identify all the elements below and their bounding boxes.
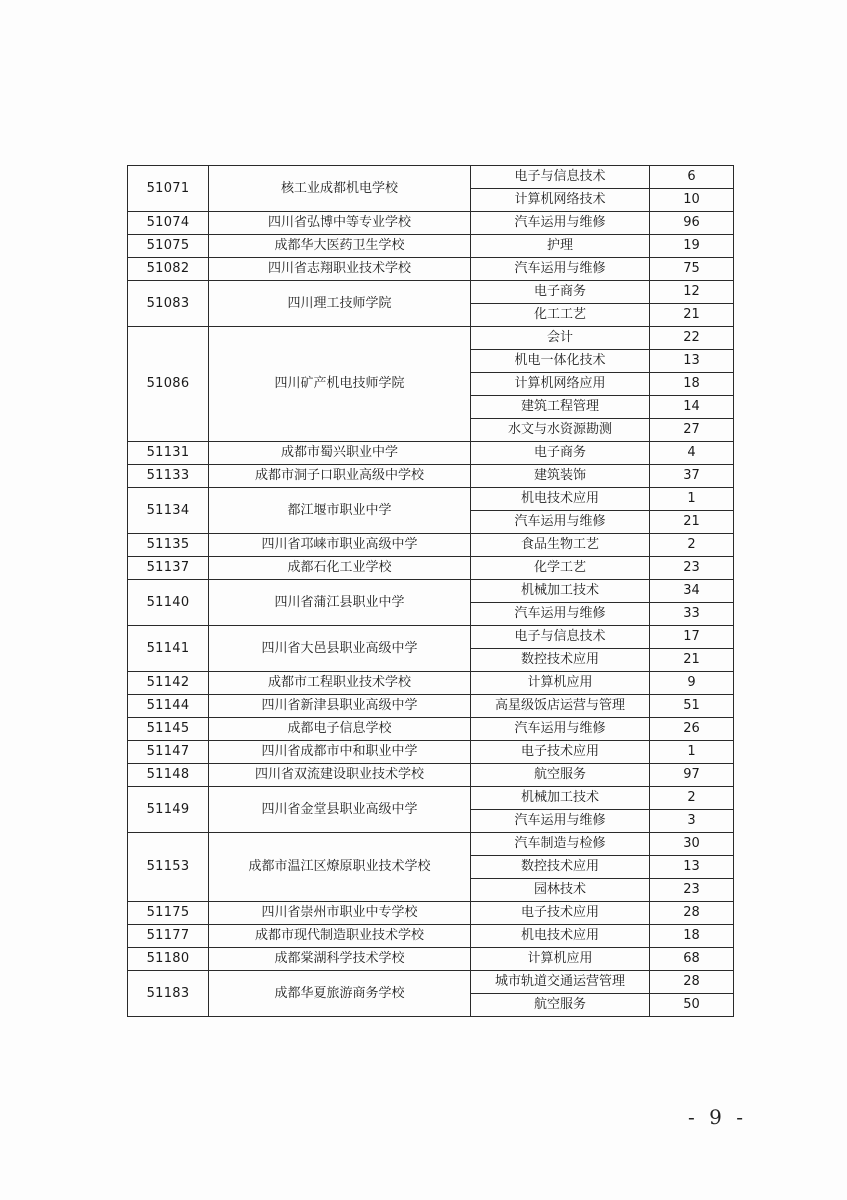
table-row: [128, 672, 734, 695]
school-name: 成都市工程职业技术学校: [209, 672, 471, 695]
enrollment-count: 1: [650, 488, 734, 511]
school-name: 四川省金堂县职业高级中学: [209, 787, 471, 833]
major-name: 航空服务: [471, 994, 650, 1017]
table-row: [128, 327, 734, 350]
major-name: 电子与信息技术: [471, 626, 650, 649]
table-row: [128, 442, 734, 465]
major-name: 电子商务: [471, 442, 650, 465]
table-row: [128, 764, 734, 787]
school-name: 四川省邛崃市职业高级中学: [209, 534, 471, 557]
school-code: 51071: [128, 166, 209, 212]
school-code: 51086: [128, 327, 209, 442]
school-code: 51074: [128, 212, 209, 235]
major-name: 汽车运用与维修: [471, 718, 650, 741]
major-name: 汽车运用与维修: [471, 511, 650, 534]
school-name: 成都电子信息学校: [209, 718, 471, 741]
school-name: 成都市现代制造职业技术学校: [209, 925, 471, 948]
major-name: 计算机应用: [471, 672, 650, 695]
school-code: 51183: [128, 971, 209, 1017]
enrollment-count: 10: [650, 189, 734, 212]
major-name: 电子与信息技术: [471, 166, 650, 189]
table-row: [128, 718, 734, 741]
major-name: 数控技术应用: [471, 856, 650, 879]
table-row: [128, 258, 734, 281]
enrollment-count: 28: [650, 971, 734, 994]
school-name: 四川省弘博中等专业学校: [209, 212, 471, 235]
school-code: 51149: [128, 787, 209, 833]
table-row: [128, 235, 734, 258]
school-code: 51148: [128, 764, 209, 787]
school-code: 51133: [128, 465, 209, 488]
major-name: 水文与水资源勘测: [471, 419, 650, 442]
major-name: 计算机网络应用: [471, 373, 650, 396]
enrollment-count: 34: [650, 580, 734, 603]
table-row: [128, 488, 734, 511]
school-name: 成都市蜀兴职业中学: [209, 442, 471, 465]
table-row: [128, 925, 734, 948]
school-name: 四川矿产机电技师学院: [209, 327, 471, 442]
enrollment-count: 17: [650, 626, 734, 649]
table-row: [128, 465, 734, 488]
major-name: 电子商务: [471, 281, 650, 304]
school-code: 51131: [128, 442, 209, 465]
enrollment-count: 28: [650, 902, 734, 925]
major-name: 电子技术应用: [471, 902, 650, 925]
enrollment-count: 14: [650, 396, 734, 419]
major-name: 电子技术应用: [471, 741, 650, 764]
major-name: 高星级饭店运营与管理: [471, 695, 650, 718]
enrollment-count: 27: [650, 419, 734, 442]
major-name: 计算机网络技术: [471, 189, 650, 212]
table-row: [128, 741, 734, 764]
school-name: 四川理工技师学院: [209, 281, 471, 327]
enrollment-count: 68: [650, 948, 734, 971]
enrollment-count: 18: [650, 925, 734, 948]
school-name: 四川省成都市中和职业中学: [209, 741, 471, 764]
enrollment-count: 1: [650, 741, 734, 764]
table-row: [128, 281, 734, 304]
table-row: [128, 166, 734, 189]
school-code: 51083: [128, 281, 209, 327]
school-name: 都江堰市职业中学: [209, 488, 471, 534]
page-number: - 9 -: [688, 1105, 747, 1129]
school-code: 51075: [128, 235, 209, 258]
enrollment-count: 21: [650, 649, 734, 672]
table-row: [128, 787, 734, 810]
major-name: 汽车运用与维修: [471, 212, 650, 235]
school-code: 51175: [128, 902, 209, 925]
table-row: [128, 212, 734, 235]
major-name: 机电技术应用: [471, 488, 650, 511]
school-name: 成都市温江区燎原职业技术学校: [209, 833, 471, 902]
school-code: 51135: [128, 534, 209, 557]
major-name: 机械加工技术: [471, 787, 650, 810]
enrollment-count: 51: [650, 695, 734, 718]
school-code: 51140: [128, 580, 209, 626]
school-name: 四川省蒲江县职业中学: [209, 580, 471, 626]
school-code: 51177: [128, 925, 209, 948]
school-name: 成都棠湖科学技术学校: [209, 948, 471, 971]
major-name: 汽车制造与检修: [471, 833, 650, 856]
school-name: 核工业成都机电学校: [209, 166, 471, 212]
school-name: 四川省双流建设职业技术学校: [209, 764, 471, 787]
major-name: 食品生物工艺: [471, 534, 650, 557]
major-name: 建筑工程管理: [471, 396, 650, 419]
school-code: 51141: [128, 626, 209, 672]
table-row: [128, 695, 734, 718]
table-row: [128, 948, 734, 971]
school-name: 成都华大医药卫生学校: [209, 235, 471, 258]
enrollment-count: 2: [650, 534, 734, 557]
enrollment-count: 18: [650, 373, 734, 396]
school-code: 51180: [128, 948, 209, 971]
enrollment-count: 6: [650, 166, 734, 189]
major-name: 航空服务: [471, 764, 650, 787]
enrollment-count: 13: [650, 350, 734, 373]
enrollment-count: 19: [650, 235, 734, 258]
enrollment-count: 23: [650, 557, 734, 580]
enrollment-count: 23: [650, 879, 734, 902]
major-name: 数控技术应用: [471, 649, 650, 672]
school-name: 成都华夏旅游商务学校: [209, 971, 471, 1017]
enrollment-count: 3: [650, 810, 734, 833]
enrollment-count: 30: [650, 833, 734, 856]
enrollment-count: 96: [650, 212, 734, 235]
school-code: 51142: [128, 672, 209, 695]
table-row: [128, 534, 734, 557]
school-code: 51145: [128, 718, 209, 741]
enrollment-count: 21: [650, 511, 734, 534]
enrollment-count: 2: [650, 787, 734, 810]
table-row: [128, 902, 734, 925]
enrollment-count: 21: [650, 304, 734, 327]
school-major-table: [127, 165, 734, 1017]
enrollment-count: 22: [650, 327, 734, 350]
school-code: 51147: [128, 741, 209, 764]
enrollment-count: 75: [650, 258, 734, 281]
school-name: 四川省志翔职业技术学校: [209, 258, 471, 281]
enrollment-count: 26: [650, 718, 734, 741]
enrollment-count: 33: [650, 603, 734, 626]
major-name: 机电技术应用: [471, 925, 650, 948]
table-row: [128, 971, 734, 994]
major-name: 会计: [471, 327, 650, 350]
table-row: [128, 580, 734, 603]
enrollment-count: 9: [650, 672, 734, 695]
school-code: 51137: [128, 557, 209, 580]
enrollment-count: 97: [650, 764, 734, 787]
major-name: 汽车运用与维修: [471, 810, 650, 833]
major-name: 城市轨道交通运营管理: [471, 971, 650, 994]
school-name: 四川省大邑县职业高级中学: [209, 626, 471, 672]
major-name: 化学工艺: [471, 557, 650, 580]
enrollment-count: 12: [650, 281, 734, 304]
major-name: 汽车运用与维修: [471, 603, 650, 626]
table-row: [128, 833, 734, 856]
school-name: 成都市洞子口职业高级中学校: [209, 465, 471, 488]
school-code: 51144: [128, 695, 209, 718]
enrollment-count: 50: [650, 994, 734, 1017]
table-row: [128, 557, 734, 580]
enrollment-count: 37: [650, 465, 734, 488]
major-name: 护理: [471, 235, 650, 258]
enrollment-count: 13: [650, 856, 734, 879]
table-body: [128, 166, 734, 1017]
school-code: 51134: [128, 488, 209, 534]
major-name: 园林技术: [471, 879, 650, 902]
major-name: 汽车运用与维修: [471, 258, 650, 281]
major-name: 机械加工技术: [471, 580, 650, 603]
major-name: 建筑装饰: [471, 465, 650, 488]
major-name: 计算机应用: [471, 948, 650, 971]
school-name: 成都石化工业学校: [209, 557, 471, 580]
major-name: 机电一体化技术: [471, 350, 650, 373]
school-code: 51153: [128, 833, 209, 902]
school-code: 51082: [128, 258, 209, 281]
table-row: [128, 626, 734, 649]
enrollment-count: 4: [650, 442, 734, 465]
school-name: 四川省崇州市职业中专学校: [209, 902, 471, 925]
school-name: 四川省新津县职业高级中学: [209, 695, 471, 718]
major-name: 化工工艺: [471, 304, 650, 327]
